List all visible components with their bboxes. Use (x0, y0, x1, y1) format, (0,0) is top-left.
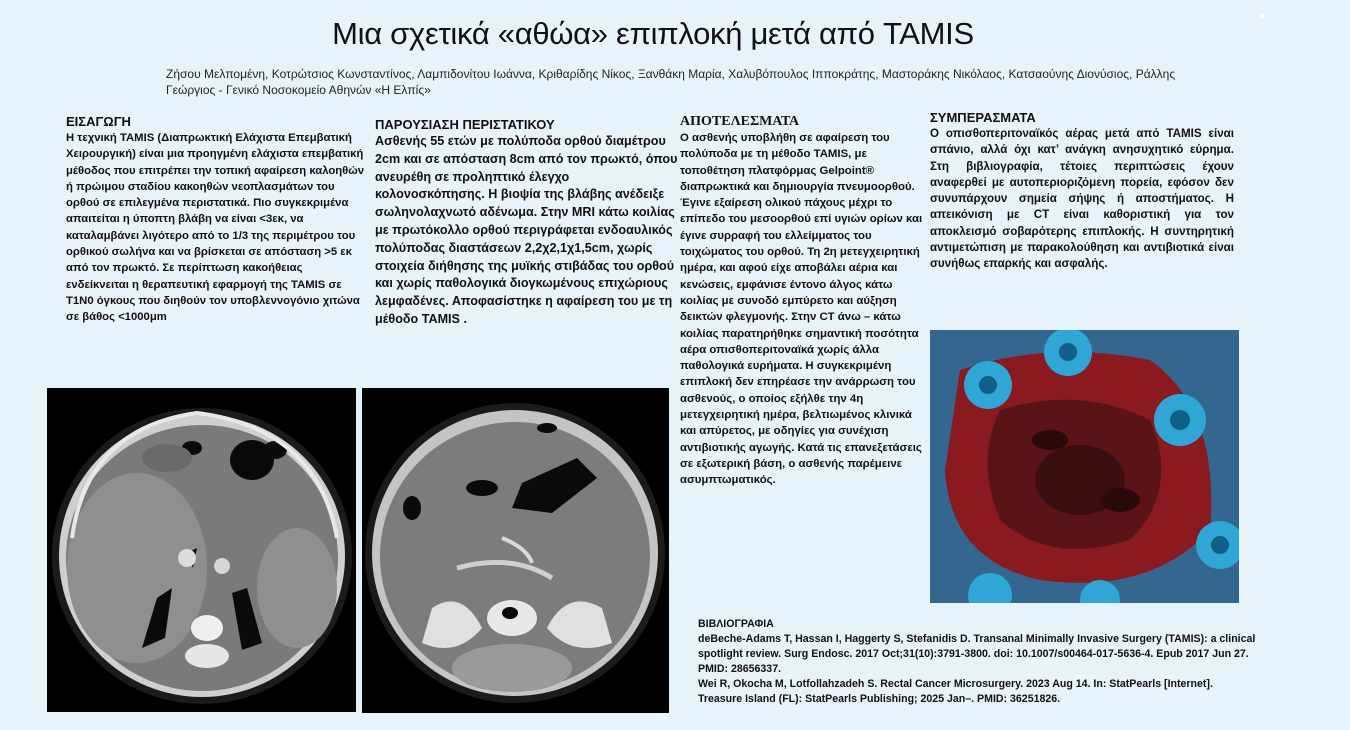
ct-scan-upper-abdomen (47, 388, 356, 712)
section-heading: ΣΥΜΠΕΡΑΣΜΑΤΑ (930, 110, 1036, 125)
ct-scan-lower-abdomen (362, 388, 669, 713)
section-introduction (66, 114, 366, 326)
section-body: Ασθενής 55 ετών με πολύποδα ορθού διαμέτρου 2cm και σε απόσταση 8cm από τον πρωκτό, όπου ανευρέθη σε προληπτικό έλεγχο κολονοσκόπησης. Η βιοψία της βλάβης ανέδειξε σωληνολαχνωτό αδένωμα. Στην MRI κάτω κοιλίας με πρωτόκολλο ορθού περιγράφεται ενδοαυλικός πολύποδας διαστάσεων 2,2χ2,1χ1,5cm, χωρίς στοιχεία διήθησης της μυϊκής στιβάδας του ορθού και χωρίς παθολογικά διογκωμένους επιχώριους λεμφαδένες. Αποφασίστηκε η αφαίρεση του με τη μέθοδο TAMIS . (375, 134, 678, 326)
authors-affiliation: Ζήσου Μελπομένη, Κοτρώτσιος Κωνσταντίνος, Λαμπιδονίτου Ιωάννα, Κριθαρίδης Νίκος, Ξανθάκη Μαρία, Χαλυβόπουλος Ιπποκράτης, Μαστοράκης Νικόλαος, Κατσαούνης Διονύσιος, Ράλλης Γεώργιος - Γενικό Νοσοκομείο Αθηνών «Η Ελπίς» (166, 67, 1176, 97)
section-body: Ο οπισθοπεριτοναϊκός αέρας μετά από TAMIS είναι σπάνιο, αλλά όχι κατ’ ανάγκη ανησυχητικό εύρημα. Στη βιβλιογραφία, τέτοιες περιπτώσεις έχουν αναφερθεί με αυτοπεριοριζόμενη πορεία, εφόσον δεν συνυπάρχουν σημεία σήψης ή αποστήματος. Η απεικόνιση με CT είναι καθοριστική για τον αποκλεισμό σοβαρότερης επιπλοκής. Η συντηρητική αντιμετώπιση με παρακολούθηση και αντιβιοτικά είναι συνήθως επαρκής και ασφαλής. (930, 127, 1234, 271)
references-heading: ΒΙΒΛΙΟΓΡΑΦΙΑ (698, 618, 774, 630)
section-results (680, 114, 925, 489)
poster-title: Μια σχετικά «αθώα» επιπλοκή μετά από TAMIS (332, 16, 974, 51)
section-body: Ο ασθενής υποβλήθη σε αφαίρεση του πολύποδα με τη μέθοδο TAMIS, με τοποθέτηση πλατφόρμας Gelpoint® διαπρωκτικά και δημιουργία πνευμοορθού. Έγινε εξαίρεση ολικού πάχους μέχρι το επίπεδο του μεσοορθού επί υγιών ορίων και έγινε συρραφή του ελλείμματος του τοιχώματος του ορθού. Τη 2η μετεγχειρητική ημέρα, και αφού είχε αποβάλει αέρια και κενώσεις, εμφάνισε έντονο άλγος κάτω κοιλίας με συνοδό εμπύρετο και αύξηση δεικτών φλεγμονής. Στην CT άνω – κάτω κοιλίας παρατηρήθηκε σημαντική ποσότητα αέρα οπισθοπεριτοναϊκά χωρίς άλλα παθολογικά ευρήματα. Η συγκεκριμένη επιπλοκή δεν επηρέασε την ανάρρωση του ασθενούς, ο οποίος εξήλθε την 4η μετεγχειρητική ημέρα, βελτιωμένος κλινικά και απύρετος, με οδηγίες για συνέχιση αντιβιοτικής αγωγής. Κατά τις επανεξετάσεις σε εξωτερική βάση, ο ασθενής παρέμεινε ασυμπτωματικός. (680, 132, 923, 487)
section-conclusions (930, 110, 1234, 273)
intraoperative-photo (930, 330, 1239, 603)
references (698, 617, 1258, 707)
section-heading: ΕΙΣΑΓΩΓΗ (66, 114, 131, 129)
reference-item: deBeche-Adams T, Hassan I, Haggerty S, Stefanidis D. Transanal Minimally Invasive Surgery (TAMIS): a clinical spotlight review. Surg Endosc. 2017 Oct;31(10):3791-3800. doi: 10.1007/s00464-017-5636-4. Epub 2017 Jun 27. PMID: 28656337. (698, 633, 1256, 675)
section-body: Η τεχνική TAMIS (Διαπρωκτική Ελάχιστα Επεμβατική Χειρουργική) είναι μια προηγμένη ελάχιστα επεμβατική μέθοδος που επιτρέπει την τοπική αφαίρεση καλοηθών ή πρώιμου σταδίου κακοηθών νεοπλασμάτων του ορθού σε επιλεγμένα περιστατικά. Πιο συγκεκριμένα απαιτείται η ύποπτη βλάβη να είναι <3εκ, να καταλαμβάνει λιγότερο από το 1/3 της περιμέτρου του ορθικού σωλήνα και να βρίσκεται σε απόσταση >5 εκ από τον πρωκτό. Σε περίπτωση κακοήθειας ενδείκνειται η θεραπευτική εφαρμογή της TAMIS σε T1N0 όγκους που διηθούν τον υποβλεννογόνιο χιτώνα σε βάθος <1000μm (66, 132, 365, 324)
reference-item: Wei R, Okocha M, Lotfollahzadeh S. Rectal Cancer Microsurgery. 2023 Aug 14. In: StatPearls [Internet]. Treasure Island (FL): StatPearls Publishing; 2025 Jan–. PMID: 36251826. (698, 678, 1213, 705)
section-heading: ΑΠΟΤΕΛΕΣΜΑΤΑ (680, 114, 800, 129)
decorative-dot (1260, 14, 1264, 18)
section-heading: ΠΑΡΟΥΣΙΑΣΗ ΠΕΡΙΣΤΑΤΙΚΟΥ (375, 117, 555, 132)
section-case-presentation (375, 117, 680, 329)
